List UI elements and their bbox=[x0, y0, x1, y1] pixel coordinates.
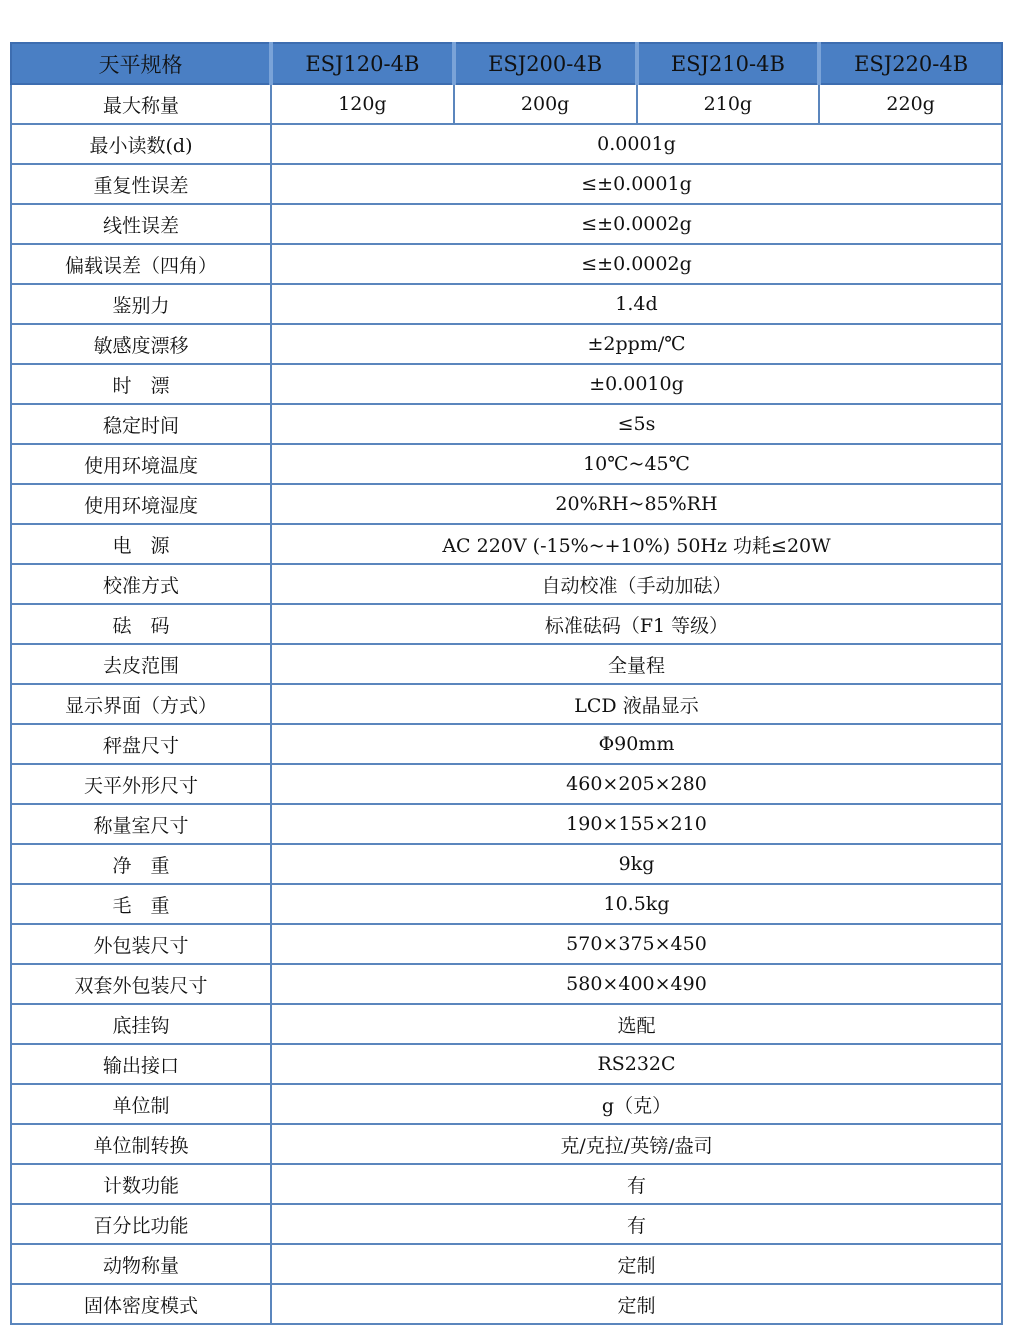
row-label: 使用环境湿度 bbox=[11, 484, 271, 524]
capacity-value: 220g bbox=[819, 84, 1002, 124]
header-model-esj220: ESJ220-4B bbox=[819, 43, 1002, 84]
row-label: 线性误差 bbox=[11, 204, 271, 244]
row-value: 全量程 bbox=[271, 644, 1002, 684]
row-label: 底挂钩 bbox=[11, 1004, 271, 1044]
header-model-esj120: ESJ120-4B bbox=[271, 43, 454, 84]
row-value: 有 bbox=[271, 1204, 1002, 1244]
row-label: 使用环境温度 bbox=[11, 444, 271, 484]
row-value: 标准砝码（F1 等级） bbox=[271, 604, 1002, 644]
row-value: 自动校准（手动加砝） bbox=[271, 564, 1002, 604]
row-label: 净 重 bbox=[11, 844, 271, 884]
row-label: 外包装尺寸 bbox=[11, 924, 271, 964]
table-row bbox=[11, 804, 1002, 844]
row-value: 0.0001g bbox=[271, 124, 1002, 164]
capacity-value: 210g bbox=[637, 84, 820, 124]
row-label: 毛 重 bbox=[11, 884, 271, 924]
row-value: ±2ppm/℃ bbox=[271, 324, 1002, 364]
row-label: 砝 码 bbox=[11, 604, 271, 644]
table-row bbox=[11, 1044, 1002, 1084]
table-row bbox=[11, 564, 1002, 604]
row-label: 天平外形尺寸 bbox=[11, 764, 271, 804]
row-value: ≤±0.0001g bbox=[271, 164, 1002, 204]
row-label: 鉴别力 bbox=[11, 284, 271, 324]
row-label: 百分比功能 bbox=[11, 1204, 271, 1244]
row-value: 1.4d bbox=[271, 284, 1002, 324]
table-row bbox=[11, 1244, 1002, 1284]
table-row bbox=[11, 404, 1002, 444]
row-label: 最小读数(d) bbox=[11, 124, 271, 164]
row-value: Φ90mm bbox=[271, 724, 1002, 764]
row-label: 单位制 bbox=[11, 1084, 271, 1124]
table-row bbox=[11, 1164, 1002, 1204]
row-value: AC 220V (-15%~+10%) 50Hz 功耗≤20W bbox=[271, 524, 1002, 564]
row-label: 去皮范围 bbox=[11, 644, 271, 684]
row-label: 敏感度漂移 bbox=[11, 324, 271, 364]
row-label: 称量室尺寸 bbox=[11, 804, 271, 844]
table-row bbox=[11, 684, 1002, 724]
table-row bbox=[11, 644, 1002, 684]
row-value: 20%RH~85%RH bbox=[271, 484, 1002, 524]
row-label: 单位制转换 bbox=[11, 1124, 271, 1164]
row-value: ≤5s bbox=[271, 404, 1002, 444]
row-label: 时 漂 bbox=[11, 364, 271, 404]
table-row bbox=[11, 324, 1002, 364]
row-label: 偏载误差（四角） bbox=[11, 244, 271, 284]
table-row bbox=[11, 1004, 1002, 1044]
table-row bbox=[11, 124, 1002, 164]
capacity-value: 200g bbox=[454, 84, 637, 124]
row-value: ≤±0.0002g bbox=[271, 204, 1002, 244]
table-row bbox=[11, 964, 1002, 1004]
table-row bbox=[11, 724, 1002, 764]
row-value: 选配 bbox=[271, 1004, 1002, 1044]
table-row bbox=[11, 1084, 1002, 1124]
row-value: ±0.0010g bbox=[271, 364, 1002, 404]
row-label: 电 源 bbox=[11, 524, 271, 564]
capacity-row bbox=[11, 84, 1002, 124]
row-value: g（克） bbox=[271, 1084, 1002, 1124]
row-label: 秤盘尺寸 bbox=[11, 724, 271, 764]
row-value: 580×400×490 bbox=[271, 964, 1002, 1004]
row-value: 定制 bbox=[271, 1244, 1002, 1284]
row-label: 重复性误差 bbox=[11, 164, 271, 204]
row-value: 定制 bbox=[271, 1284, 1002, 1324]
header-model-esj200: ESJ200-4B bbox=[454, 43, 637, 84]
row-label: 固体密度模式 bbox=[11, 1284, 271, 1324]
table-row bbox=[11, 1204, 1002, 1244]
row-label: 稳定时间 bbox=[11, 404, 271, 444]
table-row bbox=[11, 244, 1002, 284]
table-row bbox=[11, 524, 1002, 564]
spec-table bbox=[10, 42, 1003, 1325]
spec-body bbox=[11, 84, 1002, 1324]
row-value: LCD 液晶显示 bbox=[271, 684, 1002, 724]
row-label: 双套外包装尺寸 bbox=[11, 964, 271, 1004]
table-row bbox=[11, 884, 1002, 924]
capacity-value: 120g bbox=[271, 84, 454, 124]
table-row bbox=[11, 364, 1002, 404]
table-row bbox=[11, 924, 1002, 964]
table-row bbox=[11, 1124, 1002, 1164]
table-row bbox=[11, 844, 1002, 884]
table-row bbox=[11, 604, 1002, 644]
row-label: 校准方式 bbox=[11, 564, 271, 604]
table-row bbox=[11, 764, 1002, 804]
row-value: 460×205×280 bbox=[271, 764, 1002, 804]
header-model-esj210: ESJ210-4B bbox=[637, 43, 820, 84]
row-value: 克/克拉/英镑/盎司 bbox=[271, 1124, 1002, 1164]
row-value: RS232C bbox=[271, 1044, 1002, 1084]
table-row bbox=[11, 484, 1002, 524]
table-row bbox=[11, 444, 1002, 484]
row-value: 10℃~45℃ bbox=[271, 444, 1002, 484]
row-value: 有 bbox=[271, 1164, 1002, 1204]
table-row bbox=[11, 164, 1002, 204]
row-label: 最大称量 bbox=[11, 84, 271, 124]
row-label: 显示界面（方式） bbox=[11, 684, 271, 724]
header-row bbox=[11, 43, 1002, 84]
row-value: 10.5kg bbox=[271, 884, 1002, 924]
row-label: 动物称量 bbox=[11, 1244, 271, 1284]
row-label: 计数功能 bbox=[11, 1164, 271, 1204]
row-value: 190×155×210 bbox=[271, 804, 1002, 844]
table-row bbox=[11, 284, 1002, 324]
row-value: 570×375×450 bbox=[271, 924, 1002, 964]
row-value: 9kg bbox=[271, 844, 1002, 884]
row-label: 输出接口 bbox=[11, 1044, 271, 1084]
table-row bbox=[11, 1284, 1002, 1324]
table-row bbox=[11, 204, 1002, 244]
header-spec-label: 天平规格 bbox=[11, 43, 271, 84]
row-value: ≤±0.0002g bbox=[271, 244, 1002, 284]
